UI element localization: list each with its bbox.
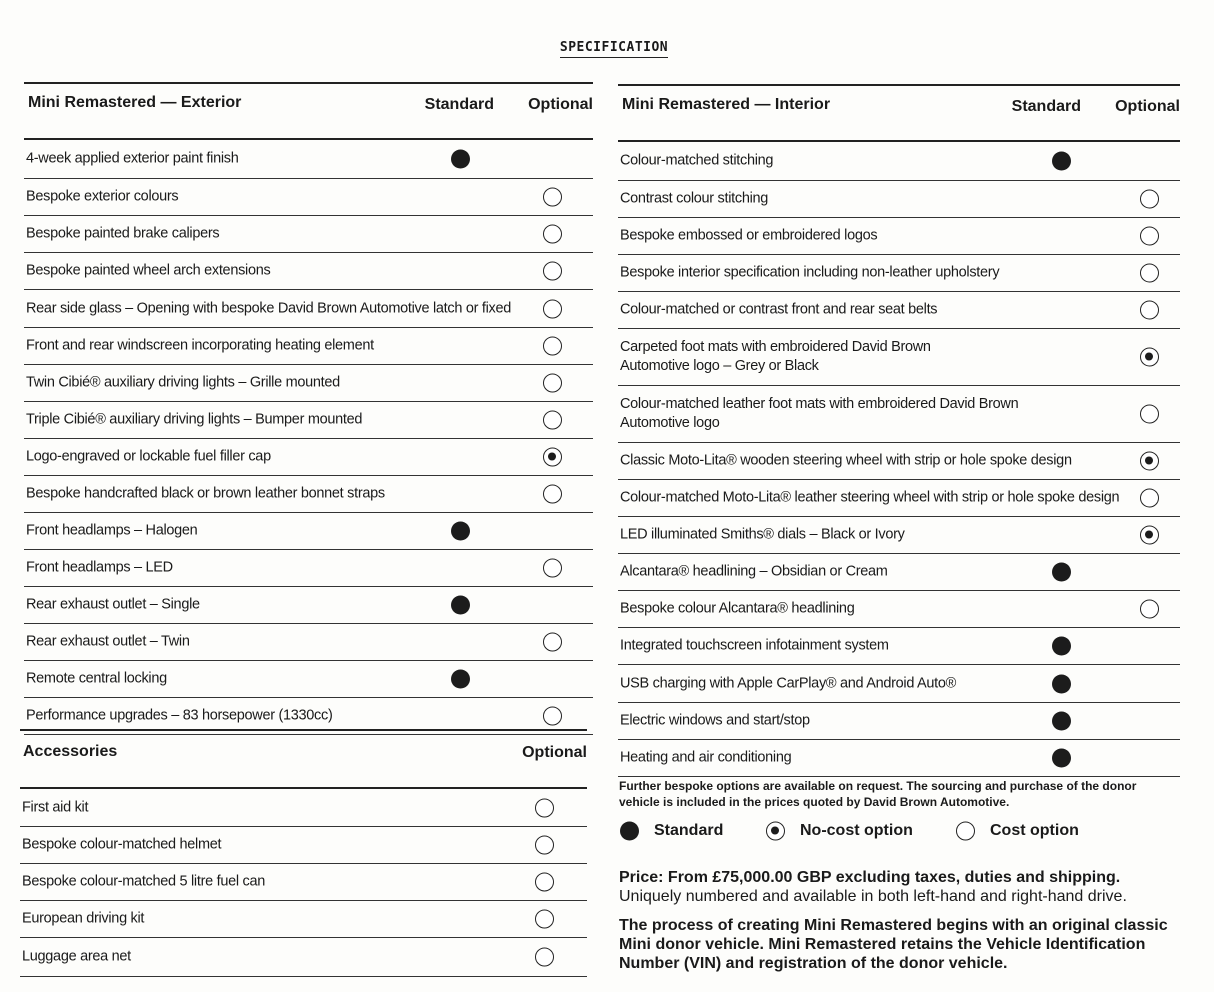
exterior-row-label: Logo-engraved or lockable fuel filler cap (26, 448, 271, 465)
bespoke-note: Further bespoke options are available on request. The sourcing and purchase of the donor vehicle is included in the prices quoted by David Brown Automotive. (619, 779, 1137, 809)
accessories-optional-label: Optional (522, 744, 587, 761)
filled-circle-icon (1052, 674, 1071, 693)
exterior-row-label: Bespoke handcrafted black or brown leather bonnet straps (26, 485, 385, 502)
accessories-rows (20, 789, 587, 977)
accessories-row (20, 789, 587, 827)
interior-row (618, 292, 1180, 329)
interior-row (618, 740, 1180, 777)
interior-row (618, 703, 1180, 740)
interior-row-label: Integrated touchscreen infotainment system (620, 637, 889, 654)
interior-row-label: Colour-matched or contrast front and rear seat belts (620, 301, 938, 318)
exterior-row (24, 328, 593, 365)
empty-circle-icon (543, 374, 562, 393)
interior-row-label: Bespoke embossed or embroidered logos (620, 227, 878, 244)
empty-circle-icon (543, 262, 562, 281)
empty-circle-icon (1140, 301, 1159, 320)
exterior-row-label: Twin Cibié® auxiliary driving lights – Grille mounted (26, 374, 340, 391)
filled-circle-icon (1052, 749, 1071, 768)
empty-circle-icon (535, 798, 554, 817)
exterior-row (24, 550, 593, 587)
interior-header (618, 84, 1180, 142)
interior-row-label: Classic Moto-Lita® wooden steering wheel with strip or hole spoke design (620, 452, 1072, 469)
interior-row (618, 255, 1180, 292)
legend-cost-label: Cost option (990, 822, 1079, 839)
accessories-row-label: European driving kit (22, 910, 145, 927)
dotted-circle-icon (1140, 348, 1159, 367)
interior-row (618, 591, 1180, 628)
exterior-row (24, 365, 593, 402)
empty-circle-icon (1140, 227, 1159, 246)
exterior-row-label: Rear side glass – Opening with bespoke David Brown Automotive latch or fixed (26, 300, 511, 316)
legend-standard-label: Standard (654, 822, 724, 839)
interior-heading: Mini Remastered — Interior (622, 96, 831, 113)
legend-no-cost-label: No-cost option (800, 822, 913, 839)
dotted-circle-icon (543, 448, 562, 467)
empty-circle-icon (543, 188, 562, 207)
price-block (619, 868, 1199, 906)
exterior-row (24, 253, 593, 290)
interior-standard-label: Standard (1011, 98, 1081, 115)
legend (620, 820, 1180, 844)
exterior-row-label: Front and rear windscreen incorporating heating element (26, 337, 374, 354)
interior-table (618, 84, 1180, 777)
empty-circle-icon (1140, 489, 1159, 508)
accessories-row-label: Luggage area net (22, 948, 131, 965)
empty-circle-icon (543, 633, 562, 652)
exterior-row-label: Bespoke exterior colours (26, 188, 179, 205)
interior-row-label: Colour-matched leather foot mats with embroidered David Brown Automotive logo (620, 396, 1019, 431)
accessories-heading: Accessories (23, 743, 118, 760)
page-title-text: SPECIFICATION (560, 40, 668, 58)
dotted-circle-icon (766, 822, 785, 841)
price-line: Price: From £75,000.00 GBP excluding taxes, duties and shipping. (619, 869, 1121, 886)
filled-circle-icon (451, 150, 470, 169)
exterior-header (24, 82, 593, 140)
interior-row-label: Contrast colour stitching (620, 190, 769, 207)
interior-optional-label: Optional (1115, 98, 1180, 115)
filled-circle-icon (1052, 152, 1071, 171)
filled-circle-icon (1052, 563, 1071, 582)
interior-row-label: Colour-matched stitching (620, 152, 774, 169)
exterior-heading: Mini Remastered — Exterior (28, 94, 242, 111)
filled-circle-icon (1052, 637, 1071, 656)
empty-circle-icon (543, 299, 562, 318)
exterior-row (24, 439, 593, 476)
exterior-optional-label: Optional (528, 96, 593, 113)
empty-circle-icon (956, 822, 975, 841)
availability-line: Uniquely numbered and available in both left-hand and right-hand drive. (619, 888, 1127, 905)
interior-row (618, 665, 1180, 703)
accessories-header (20, 729, 587, 789)
interior-row (618, 554, 1180, 591)
accessories-row-label: First aid kit (22, 799, 89, 815)
interior-row (618, 329, 1180, 386)
dotted-circle-icon (1140, 526, 1159, 545)
interior-row (618, 517, 1180, 554)
accessories-row (20, 827, 587, 864)
empty-circle-icon (543, 337, 562, 356)
interior-row (618, 218, 1180, 255)
interior-row (618, 628, 1180, 665)
exterior-row-label: 4-week applied exterior paint finish (26, 150, 239, 167)
exterior-row (24, 624, 593, 661)
exterior-row-label: Remote central locking (26, 670, 167, 687)
accessories-row (20, 864, 587, 901)
empty-circle-icon (535, 910, 554, 929)
interior-row (618, 386, 1180, 443)
interior-row-label: USB charging with Apple CarPlay® and Android Auto® (620, 675, 957, 691)
interior-row-label: Electric windows and start/stop (620, 712, 810, 729)
empty-circle-icon (543, 559, 562, 578)
interior-row-label: Bespoke colour Alcantara® headlining (620, 600, 855, 617)
exterior-row (24, 402, 593, 439)
filled-circle-icon (451, 596, 470, 615)
empty-circle-icon (535, 948, 554, 967)
exterior-row (24, 661, 593, 698)
exterior-row-label: Performance upgrades – 83 horsepower (1330cc) (26, 707, 333, 724)
interior-row-label: Bespoke interior specification including non-leather upholstery (620, 264, 1000, 281)
page-title (0, 40, 1214, 55)
interior-row-label: Alcantara® headlining – Obsidian or Cream (620, 563, 888, 580)
filled-circle-icon (451, 670, 470, 689)
interior-row-label: Carpeted foot mats with embroidered David Brown Automotive logo – Grey or Black (620, 339, 931, 374)
exterior-row-label: Front headlamps – LED (26, 559, 173, 576)
empty-circle-icon (535, 873, 554, 892)
interior-row (618, 142, 1180, 181)
interior-row-label: Heating and air conditioning (620, 749, 792, 766)
accessories-table (20, 729, 587, 977)
filled-circle-icon (451, 522, 470, 541)
empty-circle-icon (543, 225, 562, 244)
exterior-row-label: Bespoke painted brake calipers (26, 225, 220, 242)
empty-circle-icon (1140, 190, 1159, 209)
empty-circle-icon (1140, 405, 1159, 424)
interior-row-label: Colour-matched Moto-Lita® leather steering wheel with strip or hole spoke design (620, 489, 1120, 506)
exterior-row-label: Rear exhaust outlet – Single (26, 596, 200, 613)
exterior-row-label: Rear exhaust outlet – Twin (26, 633, 190, 650)
exterior-row (24, 216, 593, 253)
empty-circle-icon (535, 836, 554, 855)
empty-circle-icon (1140, 264, 1159, 283)
exterior-row (24, 513, 593, 550)
empty-circle-icon (543, 707, 562, 726)
exterior-row (24, 179, 593, 216)
exterior-standard-label: Standard (424, 96, 494, 113)
accessories-row (20, 938, 587, 977)
exterior-row-label: Bespoke painted wheel arch extensions (26, 262, 271, 279)
empty-circle-icon (543, 411, 562, 430)
accessories-row-label: Bespoke colour-matched 5 litre fuel can (22, 873, 265, 890)
dotted-circle-icon (1140, 452, 1159, 471)
accessories-row (20, 901, 587, 938)
interior-row (618, 181, 1180, 218)
empty-circle-icon (1140, 600, 1159, 619)
interior-row-label: LED illuminated Smiths® dials – Black or Ivory (620, 526, 905, 543)
accessories-row-label: Bespoke colour-matched helmet (22, 836, 222, 853)
exterior-row (24, 587, 593, 624)
empty-circle-icon (543, 485, 562, 504)
exterior-row (24, 140, 593, 179)
interior-rows (618, 142, 1180, 777)
process-text: The process of creating Mini Remastered begins with an original classic Mini donor vehicle. Mini Remastered retains the Vehicle Identification Number (VIN) and registration of the donor vehicle. (619, 917, 1168, 972)
exterior-table (24, 82, 593, 735)
filled-circle-icon (620, 822, 639, 841)
exterior-row-label: Front headlamps – Halogen (26, 522, 198, 539)
exterior-row (24, 476, 593, 513)
interior-row (618, 480, 1180, 517)
filled-circle-icon (1052, 712, 1071, 731)
interior-row (618, 443, 1180, 480)
exterior-rows (24, 140, 593, 735)
exterior-row (24, 290, 593, 328)
exterior-row-label: Triple Cibié® auxiliary driving lights – Bumper mounted (26, 411, 363, 428)
